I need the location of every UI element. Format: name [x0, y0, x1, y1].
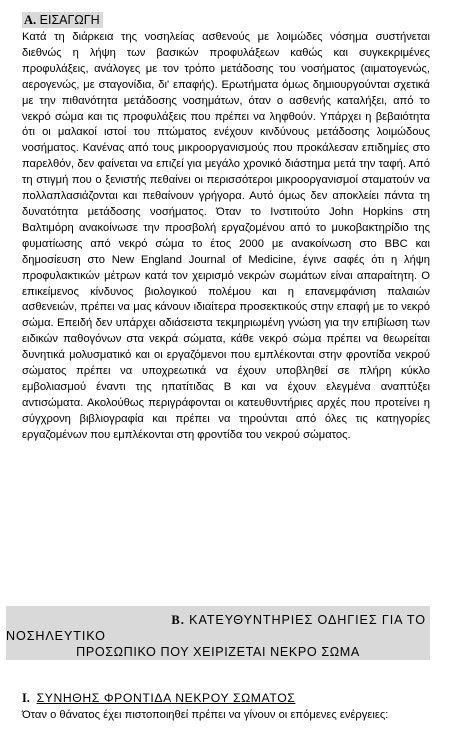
final-sentence: Όταν ο θάνατος έχει πιστοποιηθεί πρέπει να γίνουν οι επόμενες ενέργειες: — [22, 709, 389, 721]
section-b-heading-line2: ΝΟΣΗΛΕΥΤΙΚΟ — [6, 629, 106, 643]
section-a-number: A. — [24, 13, 37, 27]
section-b-line1-text: ΚΑΤΕΥΘΥΝΤΗΡΙΕΣ ΟΔΗΓΙΕΣ ΓΙΑ ΤΟ — [189, 613, 426, 627]
section-b-heading-line3: ΠΡΟΣΩΠΙΚΟ ΠΟΥ ΧΕΙΡΙΖΕΤΑΙ ΝΕΚΡΟ ΣΩΜΑ — [76, 645, 360, 659]
section-i-title: ΣΥΝΗΘΗΣ ΦΡΟΝΤΙΔΑ ΝΕΚΡΟΥ ΣΩΜΑΤΟΣ — [36, 691, 296, 705]
section-a-title: ΕΙΣΑΓΩΓΗ — [39, 13, 100, 27]
section-b-heading-line1 — [6, 612, 426, 628]
section-b-number: Β. — [171, 613, 185, 627]
section-a-heading — [22, 12, 103, 28]
intro-paragraph: Κατά τη διάρκεια της νοσηλείας ασθενούς με λοιμώδες νόσημα συστήνεται διεθνώς η λήψη των βασικών προφυλάξεων καθώς και συγκεκριμένες προφυλάξεις, ανάλογες με τον τρόπο μετάδοσης του νοσήματος (αιματογενώς, αερογενώς, με σταγονίδια, δι' επαφής). Ερωτήματα όμως δημιουργούνται σχετικά με την πιθανότητα μετάδοσης νοσημάτων, όταν ο ασθενής καταλήξει, από το νεκρό σώμα και τις προφυλάξεις που πρέπει να ληφθούν. Υπάρχει η βεβαιότητα ότι οι μαλακοί ιστοί του πτώματος ενέχουν κινδύνους μετάδοσης λοιμώδους νοσήματος. Κανένας από τους μικροοργανισμούς που προκάλεσαν επιδημίες στο παρελθόν, δεν φαίνεται να επιζεί για μεγάλο χρονικό διάστημα μετά την ταφή. Από τη στιγμή που ο ξενιστής πεθαίνει οι περισσότεροι μικροοργανισμοί σταματούν να πολλαπλασιάζονται και πεθαίνουν γρήγορα. Αυτό όμως δεν αποκλείει πάντα τη δυνατότητα μετάδοσης νοσήματος. Όταν το Ινστιτούτο John Hopkins στη Βαλτιμόρη ανακοίνωσε την προσβολή εργαζομένου από το μυκοβακτηρίδιο της φυματίωσης από νεκρό σώμα το έτος 2000 με ανακοίνωση στο BBC και δημοσίευση στο New England Journal of Medicine, έγινε σαφές ότι η λήψη προφυλακτικών μέτρων κατά τον χειρισμό νεκρών σωμάτων είναι απαραίτητη. Ο επικείμενος κίνδυνος βιολογικού πολέμου και η επανεμφάνιση παλαιών ασθενειών, πρέπει να μας κάνουν ιδιαίτερα προσεκτικούς στην επαφή με το νεκρό σώμα. Επειδή δεν υπάρχει αδιάσειστα τεκμηριωμένη γνώση για την επιβίωση των ειδικών παθογόνων στα νεκρά σώματα, κάθε νεκρό σώμα πρέπει να θεωρείται δυνητικά μολυσματικό και οι εργαζόμενοι που εμπλέκονται στην φροντίδα νεκρού σώματος πρέπει να υποχρεωτικά να έχουν υποβληθεί σε πλήρη κύκλο εμβολιασμού έναντι της ηπατίτιδας Β και να έχουν ελεγμένα αναπτύξει αντισώματα. Ακολούθως περιγράφονται οι κατευθυντήριες αρχές που προτείνει η σύγχρονη βιβλιογραφία και πρέπει να τηρούνται από όλες τις κατηγορίες εργαζομένων που εμπλέκονται στη φροντίδα του νεκρού σώματος. — [22, 31, 430, 441]
section-i-number: I. — [22, 691, 30, 705]
section-i-heading — [22, 690, 295, 706]
section-b-banner — [6, 606, 430, 660]
